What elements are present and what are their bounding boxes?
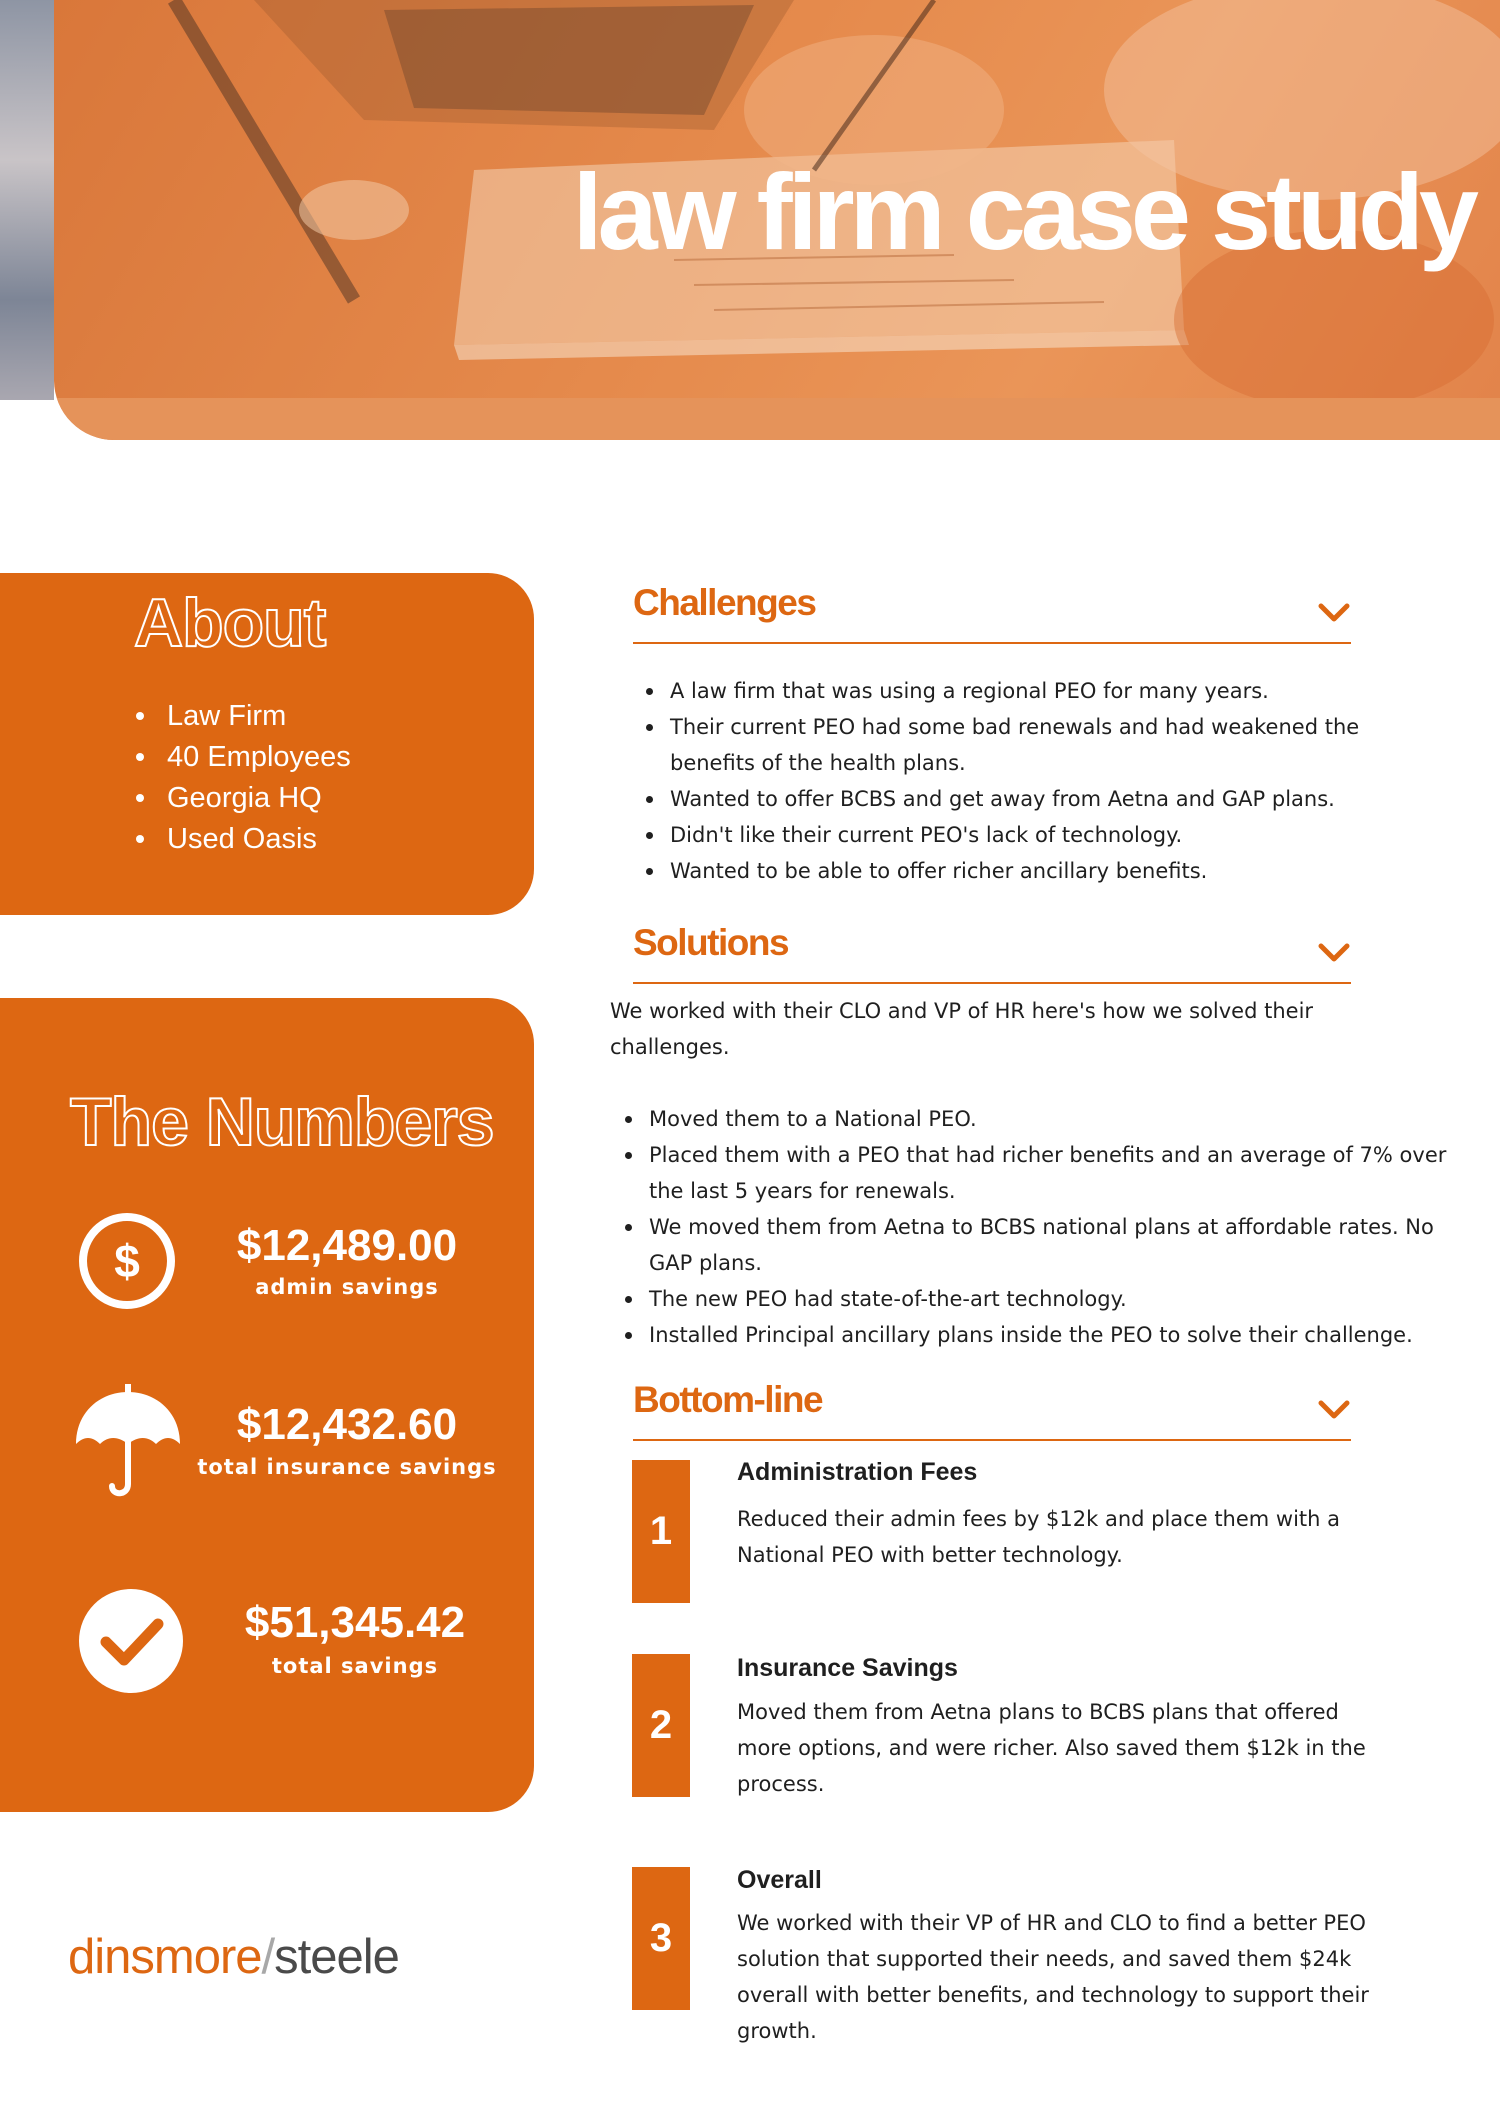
- solution-item: Moved them to a National PEO.: [649, 1101, 1454, 1137]
- about-item: 40 Employees: [132, 737, 351, 778]
- hero-photo-edge: [0, 0, 54, 400]
- about-item: Georgia HQ: [132, 778, 351, 819]
- solutions-list: [649, 1101, 1454, 1353]
- challenges-list: [670, 673, 1410, 889]
- challenge-item: Their current PEO had some bad renewals and had weakened the benefits of the health plans.: [670, 709, 1410, 781]
- step-text: Reduced their admin fees by $12k and place them with a National PEO with better technology.: [737, 1507, 1341, 1567]
- umbrella-icon: [72, 1384, 184, 1500]
- bottomline-header[interactable]: [633, 1377, 1351, 1441]
- step-text: Moved them from Aetna plans to BCBS plans that offered more options, and were richer. Also saved them $12k in the process.: [737, 1700, 1366, 1796]
- step-title: Overall: [737, 1866, 822, 1894]
- step-number-box: 1: [632, 1460, 690, 1603]
- challenges-title: Challenges: [633, 582, 816, 623]
- hero-bottom-band: [54, 398, 1500, 440]
- stat-label-insurance: total insurance savings: [197, 1455, 497, 1479]
- challenges-header[interactable]: [633, 580, 1351, 644]
- solutions-intro: We worked with their CLO and VP of HR here's how we solved their challenges.: [610, 999, 1314, 1059]
- solutions-header[interactable]: [633, 920, 1351, 984]
- stat-value-admin: $12,489.00: [236, 1221, 458, 1270]
- solution-item: Placed them with a PEO that had richer benefits and an average of 7% over the last 5 years for renewals.: [649, 1137, 1454, 1209]
- stat-label-admin: admin savings: [255, 1275, 439, 1299]
- challenge-item: Wanted to offer BCBS and get away from Aetna and GAP plans.: [670, 781, 1410, 817]
- challenge-item: Wanted to be able to offer richer ancillary benefits.: [670, 853, 1410, 889]
- about-list: [132, 696, 351, 860]
- step-title: Insurance Savings: [737, 1654, 958, 1682]
- challenge-item: A law firm that was using a regional PEO for many years.: [670, 673, 1410, 709]
- solutions-title: Solutions: [633, 922, 789, 963]
- about-heading: About: [134, 585, 326, 661]
- chevron-down-icon[interactable]: [1317, 1399, 1351, 1421]
- chevron-down-icon[interactable]: [1317, 942, 1351, 964]
- step-title: Administration Fees: [737, 1458, 978, 1486]
- chevron-down-icon[interactable]: [1317, 602, 1351, 624]
- company-logo: dinsmore/steele: [68, 1930, 399, 1984]
- dollar-circle-icon: [77, 1211, 177, 1311]
- solution-item: The new PEO had state-of-the-art technology.: [649, 1281, 1454, 1317]
- stat-label-total: total savings: [271, 1654, 439, 1678]
- step-number-box: 2: [632, 1654, 690, 1797]
- solution-item: We moved them from Aetna to BCBS national plans at affordable rates. No GAP plans.: [649, 1209, 1454, 1281]
- step-text: We worked with their VP of HR and CLO to find a better PEO solution that supported their needs, and saved them $24k overall with better benefits, and technology to support their growth.: [737, 1911, 1369, 2043]
- numbers-heading: The Numbers: [70, 1084, 494, 1160]
- bottomline-title: Bottom-line: [633, 1379, 823, 1420]
- about-item: Used Oasis: [132, 819, 351, 860]
- stat-value-total: $51,345.42: [244, 1598, 466, 1647]
- solution-item: Installed Principal ancillary plans inside the PEO to solve their challenge.: [649, 1317, 1454, 1353]
- step-number-box: 3: [632, 1867, 690, 2010]
- page-title: law firm case study: [572, 151, 1474, 272]
- about-item: Law Firm: [132, 696, 351, 737]
- challenge-item: Didn't like their current PEO's lack of technology.: [670, 817, 1410, 853]
- check-circle-icon: [78, 1588, 184, 1694]
- svg-text:$: $: [114, 1235, 140, 1287]
- stat-value-insurance: $12,432.60: [236, 1400, 458, 1449]
